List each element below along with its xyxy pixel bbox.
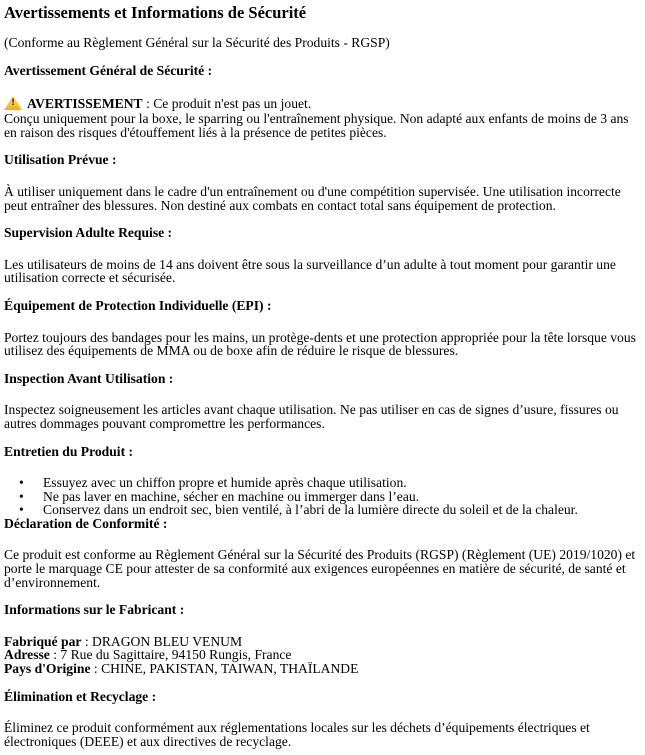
bullet-marker: • xyxy=(19,475,24,491)
section-heading-conformity: Déclaration de Conformité : xyxy=(4,515,168,531)
bullet-marker: • xyxy=(19,502,24,518)
conformity-paragraph: Ce produit est conforme au Règlement Général sur la Sécurité des Produits (RGSP) (Règlement (UE) 2019/1020) et porte le marquage CE pour attester de sa conformité aux exigences européennes en matière de sécurité, de santé et d’environnement. xyxy=(4,547,636,590)
warning-alert-line xyxy=(4,95,641,112)
section-heading-recycling: Élimination et Recyclage : xyxy=(4,688,157,704)
document-subtitle: (Conforme au Règlement Général sur la Sécurité des Produits - RGSP) xyxy=(4,35,390,50)
manufacturer-row-address: Adresse : 7 Rue du Sagittaire, 94150 Rungis, France xyxy=(4,647,292,663)
list-item: • Essuyez avec un chiffon propre et humide après chaque utilisation. xyxy=(19,475,407,491)
ppe-paragraph: Portez toujours des bandages pour les mains, un protège-dents et une protection appropriée pour la tête lorsque vous utilisez des équipements de MMA ou de boxe afin de réduire le risque de blessures. xyxy=(4,329,636,359)
manufacturer-row-origin: Pays d'Origine : CHINE, PAKISTAN, TAIWAN, THAÏLANDE xyxy=(4,661,359,677)
document-title: Avertissements et Informations de Sécurité xyxy=(4,3,307,22)
general-warning-paragraph xyxy=(4,95,641,139)
section-heading-maintenance: Entretien du Produit : xyxy=(4,443,134,459)
list-item: • Conservez dans un endroit sec, bien ventilé, à l’abri de la lumière directe du soleil et de la chaleur. xyxy=(19,502,578,518)
section-heading-ppe: Équipement de Protection Individuelle (EPI) : xyxy=(4,297,272,313)
bullet-marker: • xyxy=(19,488,24,504)
section-heading-manufacturer: Informations sur le Fabricant : xyxy=(4,602,185,618)
manufacturer-row-made-by: Fabriqué par : DRAGON BLEU VENUM xyxy=(4,633,243,649)
section-heading-general-warning: Avertissement Général de Sécurité : xyxy=(4,62,213,78)
general-warning-body: Conçu uniquement pour la boxe, le sparring ou l'entraînement physique. Non adapté aux enfants de moins de 3 ans en raison des risques d'étouffement liés à la présence de petites pièces. xyxy=(4,111,629,140)
section-heading-intended-use: Utilisation Prévue : xyxy=(4,152,117,168)
section-heading-inspection: Inspection Avant Utilisation : xyxy=(4,370,174,386)
warning-triangle-icon: ! xyxy=(4,95,22,110)
maintenance-bullet-list xyxy=(4,476,641,517)
warning-alert-label: AVERTISSEMENT xyxy=(27,96,143,112)
section-heading-adult-supervision: Supervision Adulte Requise : xyxy=(4,225,173,241)
adult-supervision-paragraph: Les utilisateurs de moins de 14 ans doivent être sous la surveillance d’un adulte à tout moment pour garantir une utilisation correcte et sécurisée. xyxy=(4,256,616,286)
list-item: • Ne pas laver en machine, sécher en machine ou immerger dans l’eau. xyxy=(19,488,420,504)
intended-use-paragraph: À utiliser uniquement dans le cadre d'un entraînement ou d'une compétition supervisée. Une utilisation incorrecte peut entraîner des blessures. Non destiné aux combats en contact total sans équipement de protection. xyxy=(4,183,621,213)
warning-alert-text: : Ce produit n'est pas un jouet. xyxy=(142,96,312,112)
inspection-paragraph: Inspectez soigneusement les articles avant chaque utilisation. Ne pas utiliser en cas de signes d’usure, fissures ou autres dommages pouvant compromettre les performances. xyxy=(4,402,619,431)
manufacturer-block xyxy=(4,635,641,676)
recycling-paragraph: Éliminez ce produit conformément aux réglementations locales sur les déchets d’équipements électriques et électroniques (DEEE) et aux directives de recyclage. xyxy=(4,720,590,749)
